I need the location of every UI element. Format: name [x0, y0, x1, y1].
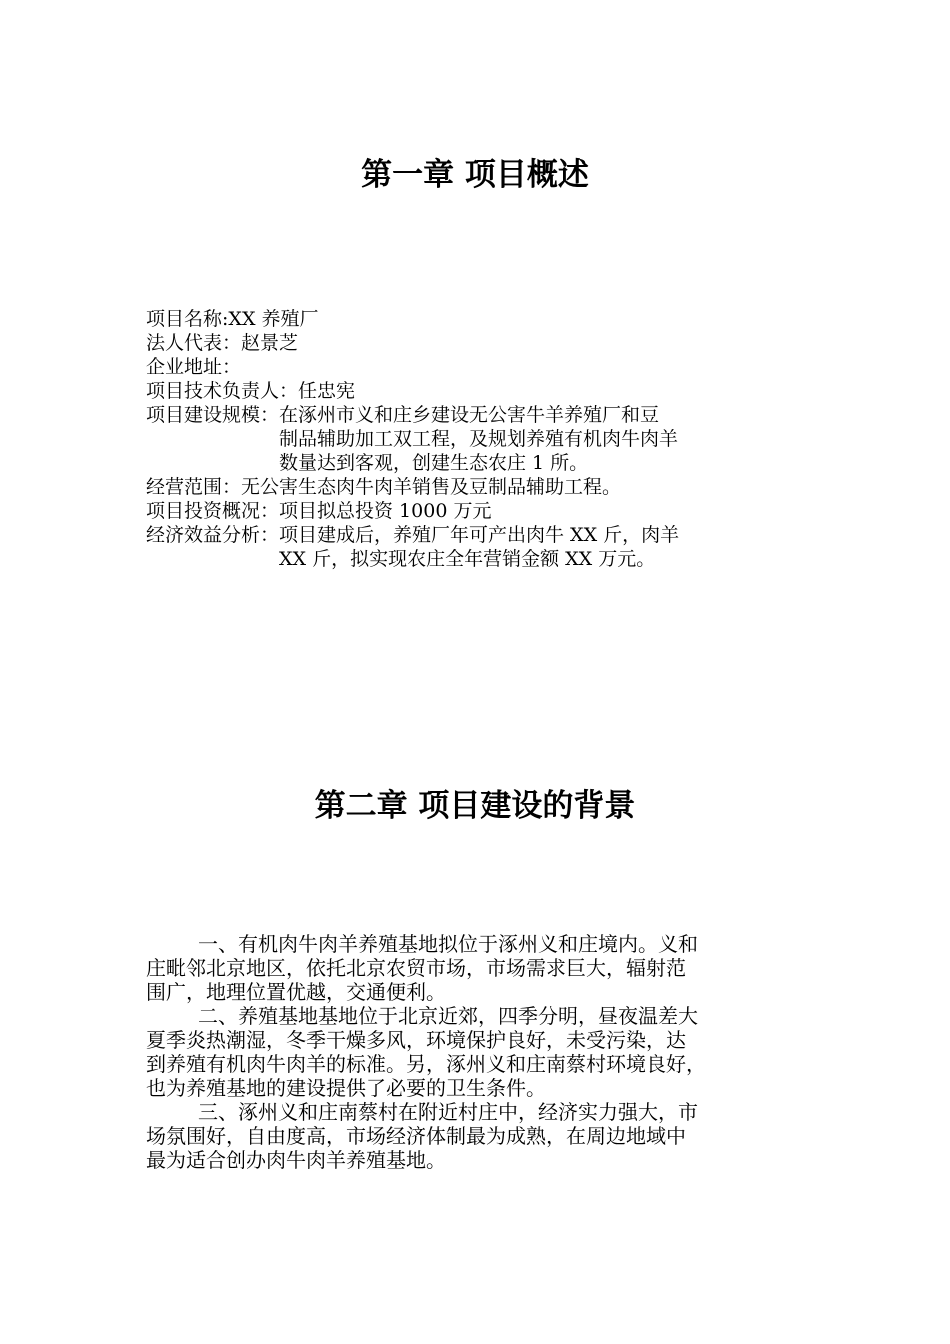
chapter-2-title: 第二章 项目建设的背景 — [314, 788, 636, 824]
background-paragraph-2 — [146, 1004, 826, 1100]
scale-line: 数量达到客观，创建生态农庄 1 所。 — [279, 452, 589, 474]
tech-lead-row — [146, 379, 826, 403]
scale-value — [279, 403, 678, 475]
project-name-value: :XX 养殖厂 — [222, 308, 319, 330]
project-overview — [146, 307, 826, 571]
paragraph-line: 围广，地理位置优越，交通便利。 — [146, 980, 446, 1004]
address-label: 企业地址： — [146, 356, 242, 378]
benefit-label: 经济效益分析： — [146, 524, 280, 546]
paragraph-line: 最为适合创办肉牛肉羊养殖基地。 — [146, 1148, 446, 1172]
paragraph-line: 一、有机肉牛肉羊养殖基地拟位于涿州义和庄境内。义和 — [198, 932, 698, 956]
scale-row — [146, 403, 826, 475]
benefit-line: 项目建成后，养殖厂年可产出肉牛 XX 斤，肉羊 — [279, 524, 680, 546]
legal-rep-label: 法人代表： — [146, 332, 242, 354]
paragraph-line: 庄毗邻北京地区，依托北京农贸市场，市场需求巨大，辐射范 — [146, 956, 686, 980]
scale-label: 项目建设规模： — [146, 404, 280, 426]
paragraph-line: 场氛围好，自由度高，市场经济体制最为成熟，在周边地域中 — [146, 1124, 686, 1148]
legal-rep-value: 赵景芝 — [241, 332, 299, 354]
investment-value: 项目拟总投资 1000 万元 — [279, 500, 492, 522]
benefit-value — [279, 523, 679, 571]
paragraph-line: 三、涿州义和庄南蔡村在附近村庄中，经济实力强大，市 — [198, 1100, 698, 1124]
business-scope-label: 经营范围： — [146, 476, 242, 498]
legal-rep-row — [146, 331, 826, 355]
project-name-row — [146, 307, 826, 331]
address-row — [146, 355, 826, 379]
benefit-row — [146, 523, 826, 571]
scale-line: 制品辅助加工双工程，及规划养殖有机肉牛肉羊 — [279, 428, 679, 450]
investment-row — [146, 499, 826, 523]
background-paragraph-3 — [146, 1100, 826, 1172]
business-scope-row — [146, 475, 826, 499]
tech-lead-label: 项目技术负责人： — [146, 380, 299, 402]
tech-lead-value: 任忠宪 — [298, 380, 356, 402]
business-scope-value: 无公害生态肉牛肉羊销售及豆制品辅助工程。 — [241, 476, 622, 498]
benefit-line: XX 斤，拟实现农庄全年营销金额 XX 万元。 — [279, 548, 656, 570]
paragraph-line: 夏季炎热潮湿，冬季干燥多风，环境保护良好，未受污染，达 — [146, 1028, 686, 1052]
project-name-label: 项目名称 — [146, 308, 223, 330]
background-text — [146, 932, 826, 1172]
paragraph-line: 到养殖有机肉牛肉羊的标准。另，涿州义和庄南蔡村环境良好， — [146, 1052, 706, 1076]
investment-label: 项目投资概况： — [146, 500, 280, 522]
scale-line: 在涿州市义和庄乡建设无公害牛羊养殖厂和豆 — [279, 404, 660, 426]
paragraph-line: 二、养殖基地基地位于北京近郊，四季分明，昼夜温差大 — [198, 1004, 698, 1028]
chapter-1-title: 第一章 项目概述 — [361, 157, 589, 193]
background-paragraph-1 — [146, 932, 826, 1004]
paragraph-line: 也为养殖基地的建设提供了必要的卫生条件。 — [146, 1076, 546, 1100]
